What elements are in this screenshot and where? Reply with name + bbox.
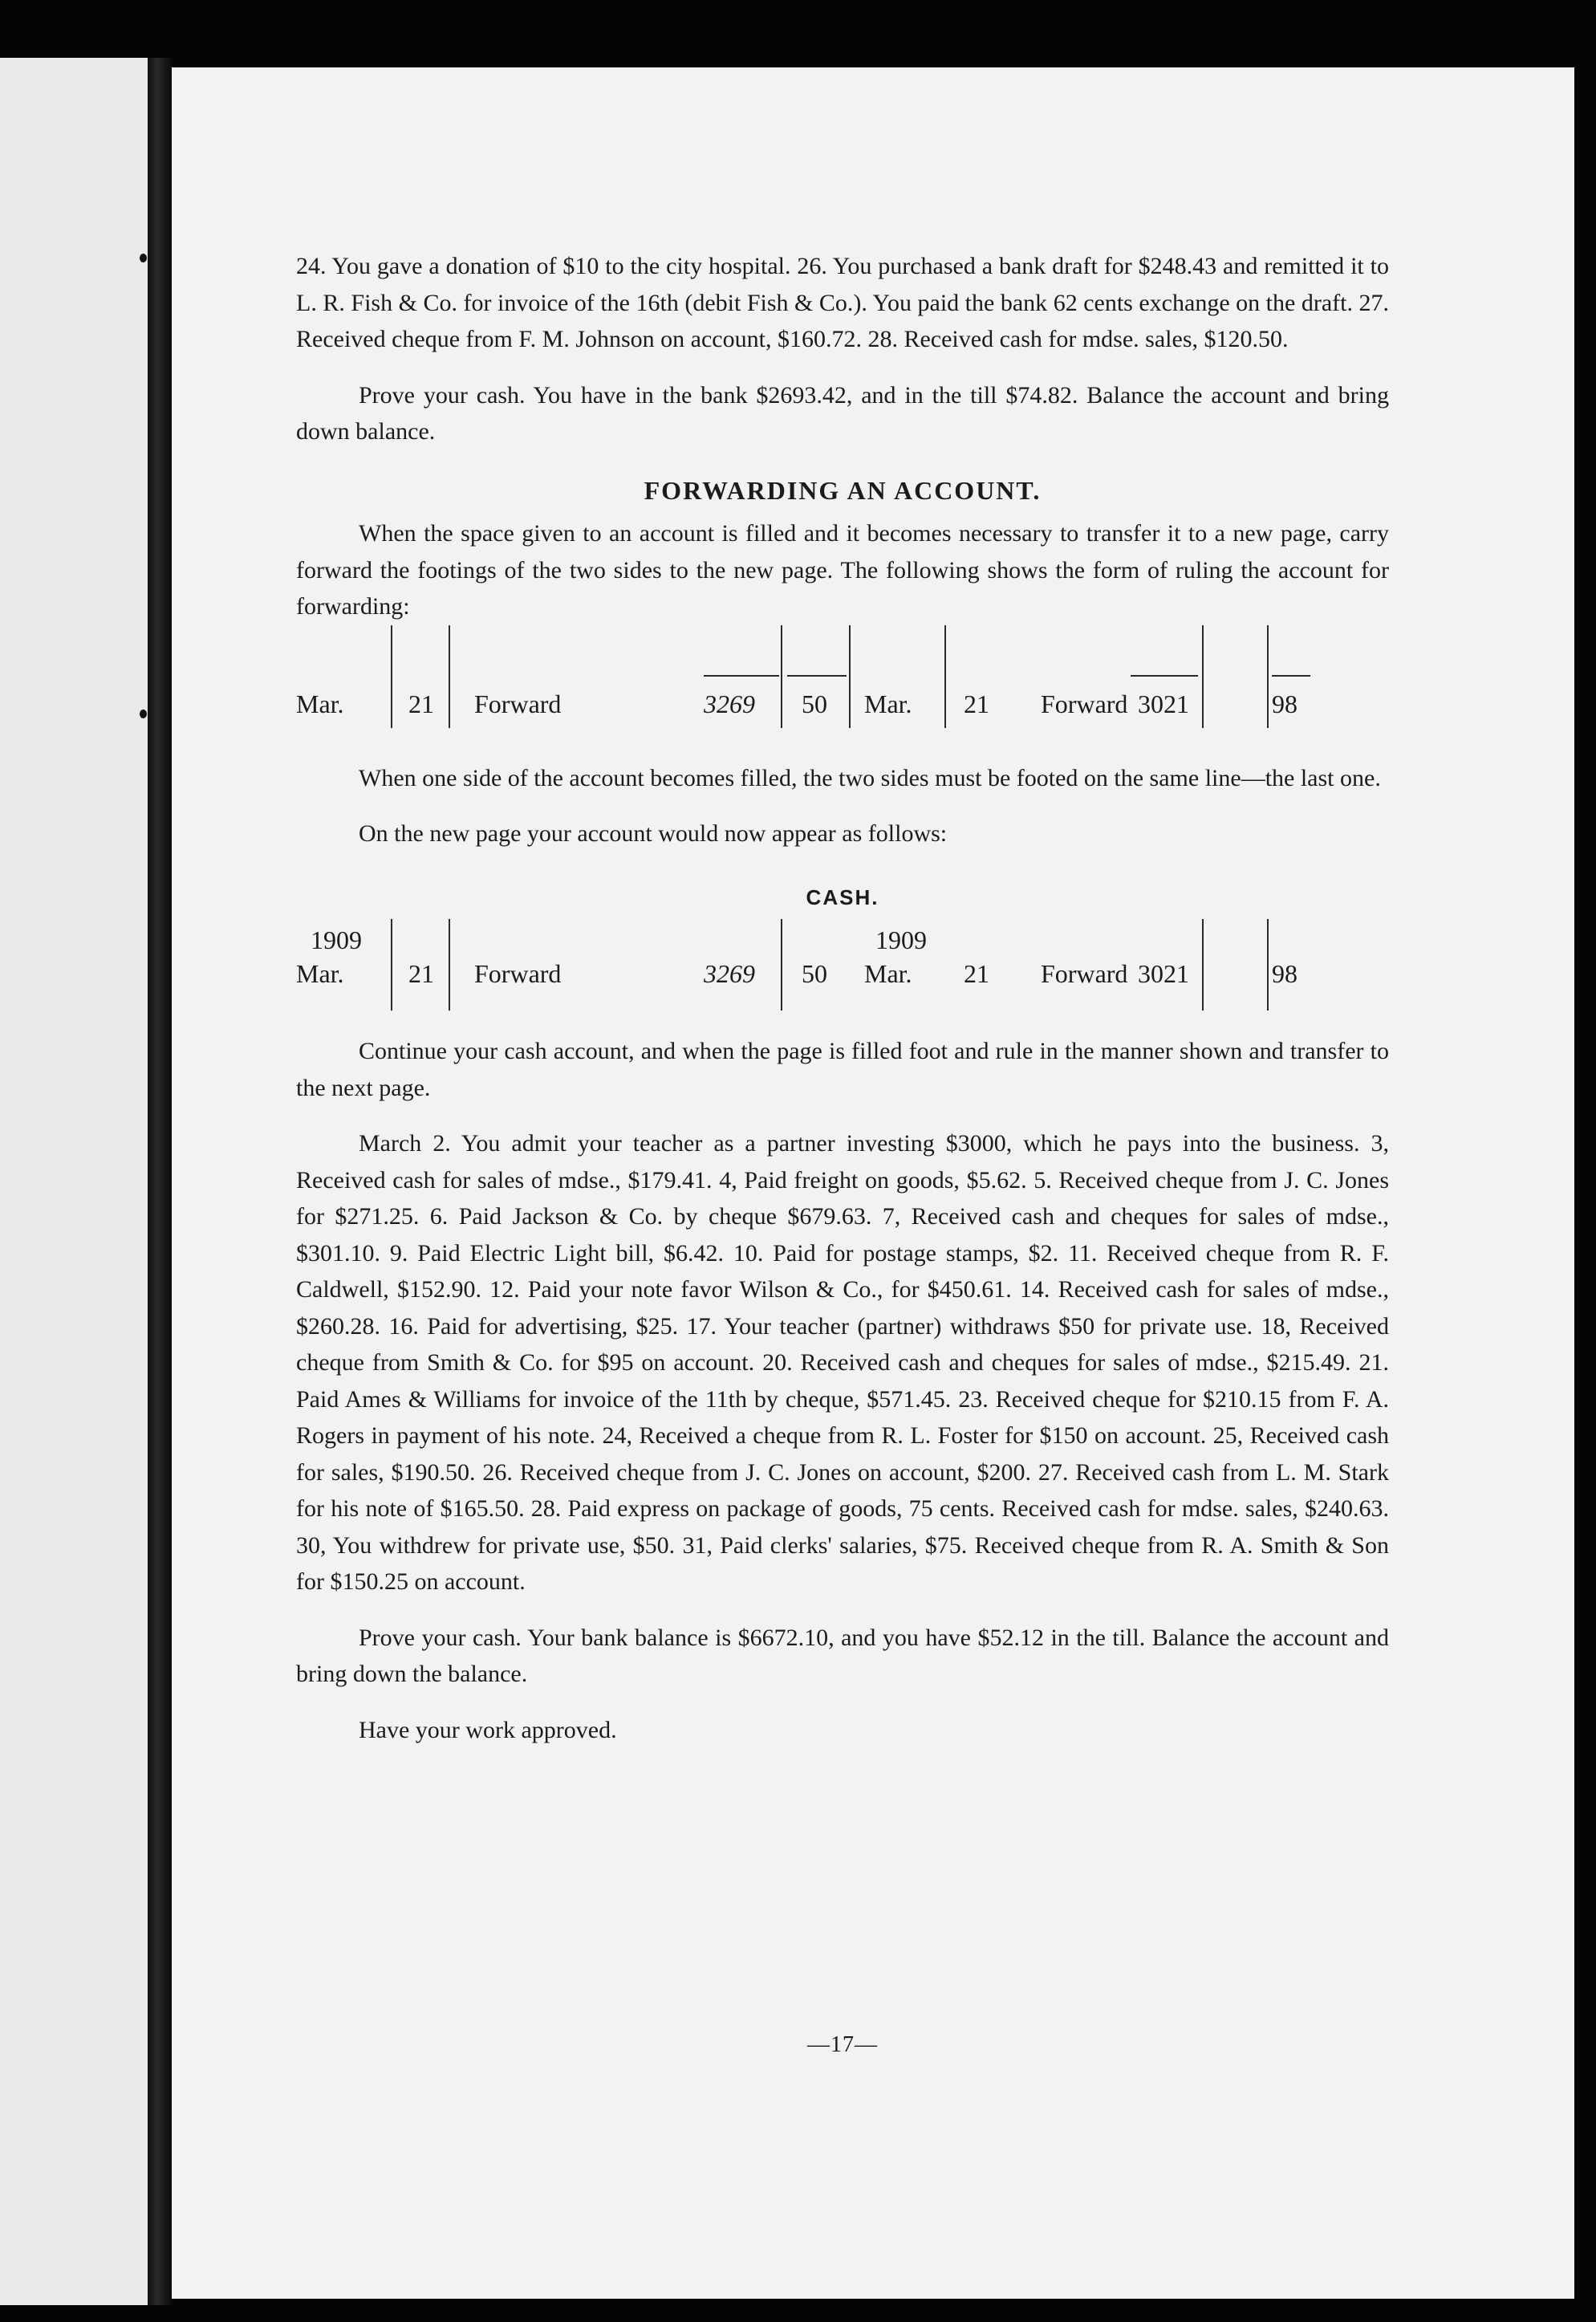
- ledger-dollars: 3269: [704, 959, 755, 988]
- ledger-day: 21: [408, 959, 434, 988]
- paragraph-footing-note: When one side of the account becomes filled, the two sides must be footed on the same line—the last one.: [359, 764, 1381, 791]
- footing-rule: [1131, 675, 1198, 677]
- adjacent-page-edge: [0, 58, 148, 2305]
- ledger-day: 21: [964, 689, 989, 718]
- page-content: [296, 248, 1389, 1748]
- paragraph-transactions-end: 24. You gave a donation of $10 to the city hospital. 26. You purchased a bank draft for $248.43 and remitted it to L. R. Fish & Co. for invoice of the 16th (debit Fish & Co.). You paid the bank 62 cents exchange on the draft. 27. Received cheque from F. M. Johnson on account, $160.72. 28. Received cash for mdse. sales, $120.50.: [296, 253, 1389, 352]
- ledger-item: Forward: [1041, 959, 1128, 988]
- book-page: [172, 67, 1574, 2299]
- paragraph-prove-cash: Prove your cash. You have in the bank $2693.42, and in the till $74.82. Balance the account and bring down balance.: [296, 381, 1389, 445]
- ledger-month: Mar.: [296, 689, 344, 718]
- paragraph-new-page: On the new page your account would now appear as follows:: [359, 820, 948, 847]
- ledger-month: Mar.: [864, 959, 912, 988]
- ledger-year: 1909: [875, 925, 927, 954]
- ledger-item: Forward: [474, 959, 562, 988]
- ledger-rule: [781, 625, 782, 728]
- ledger-rule: [1202, 625, 1204, 728]
- ledger-cents: 98: [1272, 959, 1298, 988]
- ledger-dollars: 3021: [1138, 689, 1189, 718]
- ledger-month: Mar.: [296, 959, 344, 988]
- account-title: CASH.: [806, 884, 879, 909]
- ledger-rule: [449, 625, 450, 728]
- paragraph-approval: Have your work approved.: [359, 1716, 617, 1743]
- ledger-cents: 98: [1272, 689, 1298, 718]
- paragraph-continue-cash: Continue your cash account, and when the page is filled foot and rule in the manner shown and transfer to the next page.: [296, 1038, 1389, 1101]
- ledger-cash-account: [296, 919, 1389, 1025]
- ledger-rule: [391, 919, 392, 1011]
- footing-rule: [787, 675, 847, 677]
- ledger-item: Forward: [1041, 689, 1128, 718]
- footing-rule: [704, 675, 779, 677]
- ledger-item: Forward: [474, 689, 562, 718]
- ledger-dollars: 3269: [704, 689, 755, 718]
- ledger-rule: [1267, 625, 1269, 728]
- ledger-rule: [449, 919, 450, 1011]
- ledger-rule: [1267, 919, 1269, 1011]
- ledger-rule: [849, 625, 851, 728]
- ledger-forward-ruling: [296, 625, 1389, 746]
- binding-hole: [140, 710, 147, 718]
- footing-rule: [1272, 675, 1310, 677]
- paragraph-forwarding-intro: When the space given to an account is filled and it becomes necessary to transfer it to a new page, carry forward the footings of the two sides to the new page. The following shows the form of ruling the account for forwarding:: [296, 520, 1389, 620]
- ledger-rule: [1202, 919, 1204, 1011]
- ledger-dollars: 3021: [1138, 959, 1189, 988]
- ledger-cents: 50: [802, 689, 827, 718]
- ledger-day: 21: [964, 959, 989, 988]
- section-heading: FORWARDING AN ACCOUNT.: [644, 475, 1042, 505]
- ledger-rule: [944, 625, 946, 728]
- ledger-rule: [781, 919, 782, 1011]
- binding-hole: [140, 254, 147, 262]
- paragraph-prove-cash-final: Prove your cash. Your bank balance is $6672.10, and you have $52.12 in the till. Balance the account and bring down the balance.: [296, 1624, 1389, 1687]
- ledger-year: 1909: [311, 925, 362, 954]
- paragraph-march-transactions: March 2. You admit your teacher as a partner investing $3000, which he pays into the business. 3, Received cash for sales of mdse., $179.41. 4, Paid freight on goods, $5.62. 5. Received cheque from J. C. Jones for $271.25. 6. Paid Jackson & Co. by cheque $679.63. 7, Received cash and cheques for sales of mdse., $301.10. 9. Paid Electric Light bill, $6.42. 10. Paid for postage stamps, $2. 11. Received cheque from R. F. Caldwell, $152.90. 12. Paid your note favor Wilson & Co., for $450.61. 14. Received cash for sales of mdse., $260.28. 16. Paid for advertising, $25. 17. Your teacher (partner) withdraws $50 for private use. 18, Received cheque from Smith & Co. for $95 on account. 20. Received cash and cheques for sales of mdse., $215.49. 21. Paid Ames & Williams for invoice of the 11th by cheque, $571.45. 23. Received cheque for $210.15 from F. A. Rogers in payment of his note. 24, Received a cheque from R. L. Foster for $150 on account. 25, Received cash for sales, $190.50. 26. Received cheque from J. C. Jones on account, $200. 27. Received cash from L. M. Stark for his note of $165.50. 28. Paid express on package of goods, 75 cents. Received cash for mdse. sales, $240.63. 30, You withdrew for private use, $50. 31, Paid clerks' salaries, $75. Received cheque from R. A. Smith & Son for $150.25 on account.: [296, 1130, 1389, 1595]
- book-gutter: [148, 58, 172, 2305]
- ledger-rule: [391, 625, 392, 728]
- page-number: —17—: [807, 2032, 878, 2057]
- ledger-month: Mar.: [864, 689, 912, 718]
- ledger-cents: 50: [802, 959, 827, 988]
- ledger-day: 21: [408, 689, 434, 718]
